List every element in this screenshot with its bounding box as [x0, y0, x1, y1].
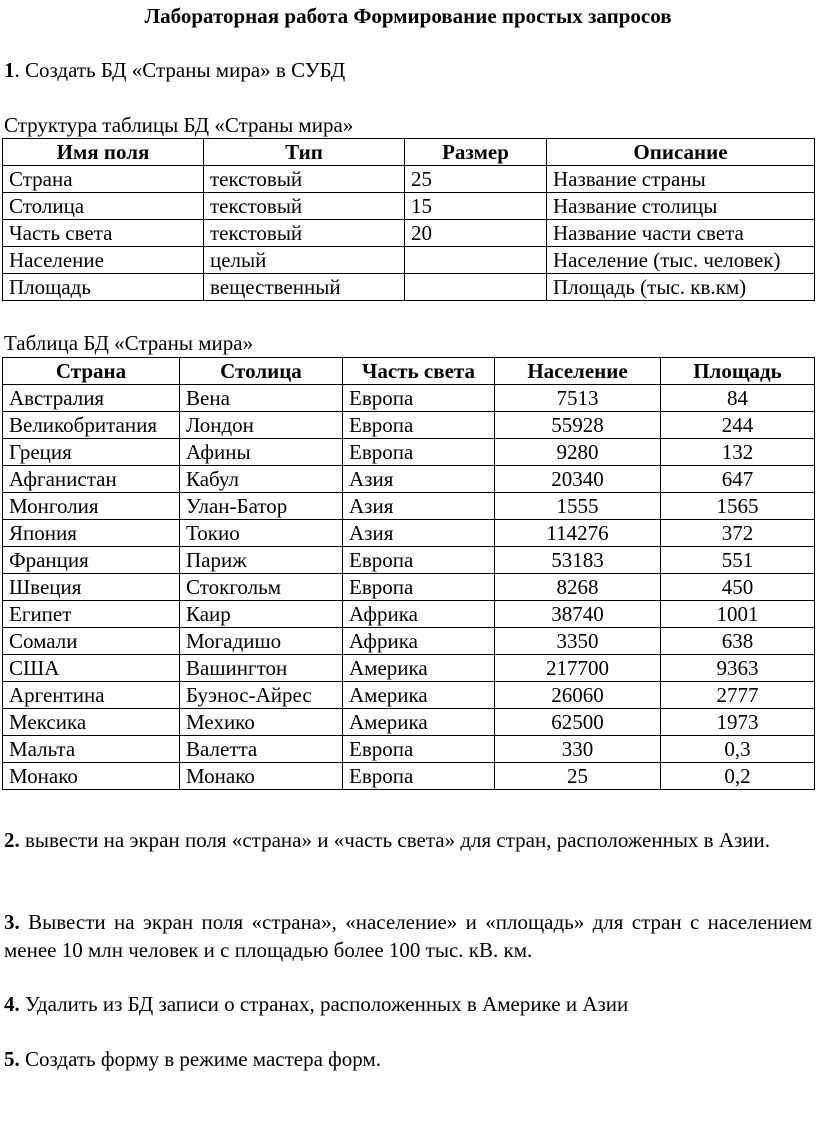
country-row-cell: Европа: [343, 385, 495, 412]
task-2: [4, 826, 812, 854]
task-1-text: . Создать БД «Страны мира» в СУБД: [14, 58, 346, 82]
country-row: [3, 493, 815, 520]
country-row: [3, 439, 815, 466]
country-row: [3, 763, 815, 790]
countries-header-cell: Население: [495, 358, 661, 385]
country-row-cell: Улан-Батор: [180, 493, 343, 520]
countries-table: [2, 357, 815, 790]
country-row-cell: Азия: [343, 493, 495, 520]
country-row-cell: Австралия: [3, 385, 180, 412]
structure-row-cell: вещественный: [204, 274, 405, 301]
structure-row: [3, 274, 815, 301]
country-row: [3, 547, 815, 574]
country-row-cell: Азия: [343, 466, 495, 493]
country-row-cell: Буэнос-Айрес: [180, 682, 343, 709]
country-row-cell: 62500: [495, 709, 661, 736]
country-row-cell: Вена: [180, 385, 343, 412]
structure-row-cell: 25: [405, 166, 547, 193]
country-row-cell: Япония: [3, 520, 180, 547]
task-2-number: 2.: [4, 828, 20, 852]
structure-row-cell: Население (тыс. человек): [547, 247, 815, 274]
country-row-cell: 372: [661, 520, 815, 547]
structure-row: [3, 220, 815, 247]
country-row-cell: 1973: [661, 709, 815, 736]
country-row-cell: Америка: [343, 655, 495, 682]
country-row-cell: 3350: [495, 628, 661, 655]
structure-row-cell: Страна: [3, 166, 204, 193]
country-row-cell: Европа: [343, 547, 495, 574]
country-row-cell: Африка: [343, 628, 495, 655]
country-row-cell: Стокгольм: [180, 574, 343, 601]
country-row-cell: Мексика: [3, 709, 180, 736]
country-row-cell: США: [3, 655, 180, 682]
structure-row-cell: 15: [405, 193, 547, 220]
country-row-cell: 132: [661, 439, 815, 466]
country-row-cell: Египет: [3, 601, 180, 628]
structure-row: [3, 193, 815, 220]
country-row-cell: 20340: [495, 466, 661, 493]
country-row: [3, 601, 815, 628]
country-row: [3, 520, 815, 547]
country-row-cell: Европа: [343, 439, 495, 466]
task-4-number: 4.: [4, 992, 20, 1016]
country-row: [3, 466, 815, 493]
country-row-cell: 53183: [495, 547, 661, 574]
task-3-number: 3.: [4, 910, 20, 934]
structure-row-cell: [405, 274, 547, 301]
structure-row-cell: текстовый: [204, 193, 405, 220]
country-row-cell: 244: [661, 412, 815, 439]
task-2-text: вывести на экран поля «страна» и «часть света» для стран, расположенных в Азии.: [19, 828, 771, 852]
country-row-cell: Мехико: [180, 709, 343, 736]
country-row-cell: Монако: [3, 763, 180, 790]
structure-row-cell: Название части света: [547, 220, 815, 247]
country-row-cell: Европа: [343, 574, 495, 601]
country-row-cell: 330: [495, 736, 661, 763]
country-row-cell: Лондон: [180, 412, 343, 439]
country-row-cell: 551: [661, 547, 815, 574]
country-row-cell: 9280: [495, 439, 661, 466]
country-row-cell: Афины: [180, 439, 343, 466]
structure-header-row: [3, 139, 815, 166]
country-row-cell: 114276: [495, 520, 661, 547]
country-row-cell: 55928: [495, 412, 661, 439]
country-row: [3, 682, 815, 709]
task-5-text: Создать форму в режиме мастера форм.: [19, 1047, 381, 1071]
country-row: [3, 412, 815, 439]
countries-header-cell: Страна: [3, 358, 180, 385]
country-row-cell: 9363: [661, 655, 815, 682]
countries-header-row: [3, 358, 815, 385]
country-row-cell: Америка: [343, 709, 495, 736]
structure-row-cell: [405, 247, 547, 274]
country-row-cell: 450: [661, 574, 815, 601]
country-row-cell: Мальта: [3, 736, 180, 763]
task-5: [4, 1045, 381, 1073]
task-1: [4, 56, 345, 84]
country-row-cell: Валетта: [180, 736, 343, 763]
structure-row-cell: Площадь (тыс. кв.км): [547, 274, 815, 301]
countries-header-cell: Площадь: [661, 358, 815, 385]
task-5-number: 5.: [4, 1047, 20, 1071]
country-row-cell: 217700: [495, 655, 661, 682]
country-row-cell: Каир: [180, 601, 343, 628]
country-row-cell: Париж: [180, 547, 343, 574]
country-row: [3, 655, 815, 682]
structure-row: [3, 247, 815, 274]
country-row-cell: Азия: [343, 520, 495, 547]
task-4-text: Удалить из БД записи о странах, расположенных в Америке и Азии: [19, 992, 629, 1016]
country-row: [3, 385, 815, 412]
country-row-cell: Вашингтон: [180, 655, 343, 682]
country-row-cell: Афганистан: [3, 466, 180, 493]
country-row-cell: Монако: [180, 763, 343, 790]
structure-header-cell: Описание: [547, 139, 815, 166]
country-row-cell: Могадишо: [180, 628, 343, 655]
structure-row-cell: текстовый: [204, 166, 405, 193]
country-row-cell: 1001: [661, 601, 815, 628]
structure-row: [3, 166, 815, 193]
structure-row-cell: текстовый: [204, 220, 405, 247]
country-row-cell: 1555: [495, 493, 661, 520]
country-row-cell: Франция: [3, 547, 180, 574]
country-row-cell: Европа: [343, 736, 495, 763]
country-row-cell: 638: [661, 628, 815, 655]
country-row-cell: 647: [661, 466, 815, 493]
structure-row-cell: Население: [3, 247, 204, 274]
country-row-cell: 0,3: [661, 736, 815, 763]
structure-row-cell: Название страны: [547, 166, 815, 193]
country-row-cell: Швеция: [3, 574, 180, 601]
structure-header-cell: Тип: [204, 139, 405, 166]
country-row-cell: Европа: [343, 763, 495, 790]
task-1-number: 1: [4, 58, 15, 82]
country-row-cell: 84: [661, 385, 815, 412]
country-row-cell: Аргентина: [3, 682, 180, 709]
country-row: [3, 628, 815, 655]
country-row-cell: Африка: [343, 601, 495, 628]
structure-row-cell: Название столицы: [547, 193, 815, 220]
task-3-text: Вывести на экран поля «страна», «население» и «площадь» для стран с населением менее 10 млн человек и с площадью более 100 тыс. кВ. км.: [4, 910, 812, 962]
countries-header-cell: Столица: [180, 358, 343, 385]
countries-caption: Таблица БД «Страны мира»: [4, 331, 254, 355]
structure-table: [2, 138, 815, 301]
task-3: [4, 908, 812, 964]
country-row-cell: Греция: [3, 439, 180, 466]
country-row-cell: 25: [495, 763, 661, 790]
country-row: [3, 709, 815, 736]
document-title: Лабораторная работа Формирование простых запросов: [144, 4, 672, 28]
country-row-cell: 7513: [495, 385, 661, 412]
countries-header-cell: Часть света: [343, 358, 495, 385]
country-row-cell: Великобритания: [3, 412, 180, 439]
task-4: [4, 990, 628, 1018]
country-row: [3, 736, 815, 763]
country-row-cell: Токио: [180, 520, 343, 547]
structure-row-cell: 20: [405, 220, 547, 247]
country-row-cell: Европа: [343, 412, 495, 439]
country-row-cell: 0,2: [661, 763, 815, 790]
country-row-cell: 1565: [661, 493, 815, 520]
structure-header-cell: Имя поля: [3, 139, 204, 166]
country-row: [3, 574, 815, 601]
structure-row-cell: Столица: [3, 193, 204, 220]
country-row-cell: 8268: [495, 574, 661, 601]
country-row-cell: 26060: [495, 682, 661, 709]
country-row-cell: Америка: [343, 682, 495, 709]
country-row-cell: 38740: [495, 601, 661, 628]
structure-row-cell: Площадь: [3, 274, 204, 301]
structure-row-cell: Часть света: [3, 220, 204, 247]
country-row-cell: Монголия: [3, 493, 180, 520]
country-row-cell: Сомали: [3, 628, 180, 655]
country-row-cell: 2777: [661, 682, 815, 709]
structure-header-cell: Размер: [405, 139, 547, 166]
structure-caption: Структура таблицы БД «Страны мира»: [4, 113, 354, 137]
country-row-cell: Кабул: [180, 466, 343, 493]
structure-row-cell: целый: [204, 247, 405, 274]
